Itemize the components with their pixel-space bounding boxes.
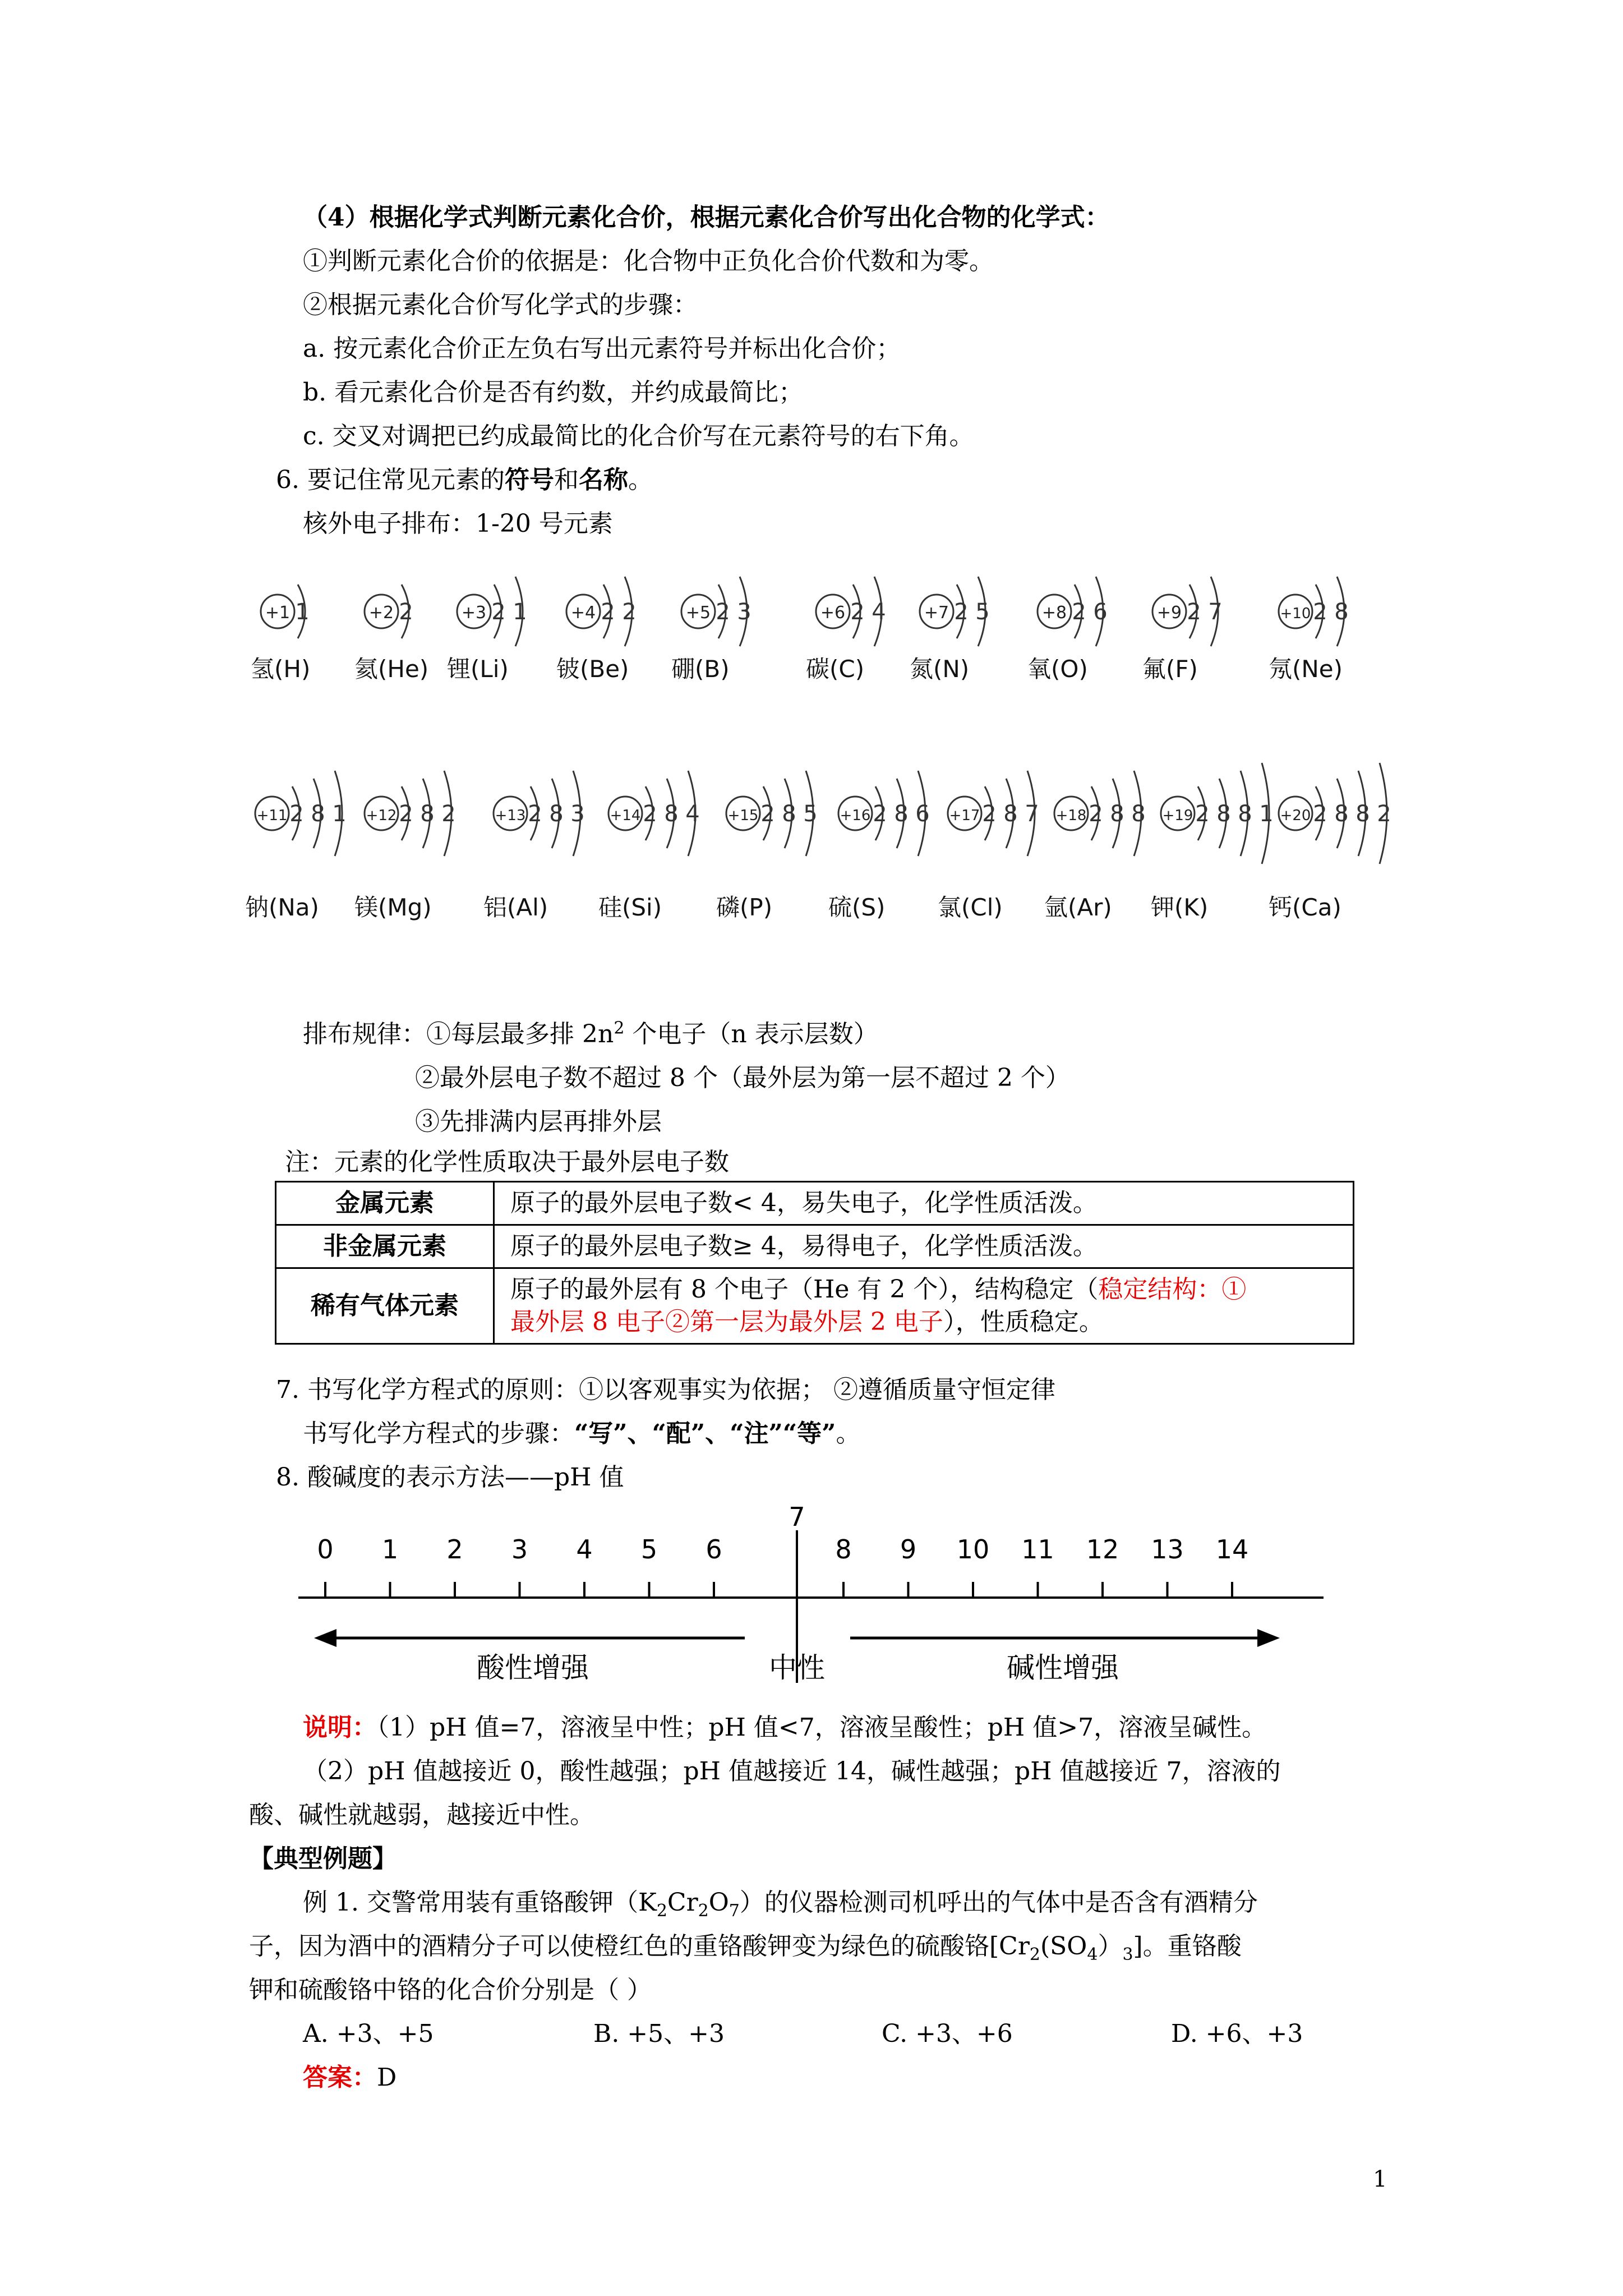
element-name: 碳(C) bbox=[806, 655, 865, 683]
shell-electron-count: 4 bbox=[685, 801, 700, 827]
ph-tick-label: 13 bbox=[1151, 1534, 1184, 1565]
shell-electron-count: 8 bbox=[420, 801, 435, 827]
shell-electron-count: 1 bbox=[1259, 801, 1274, 827]
option-c: C. +3、+6 bbox=[882, 2019, 1013, 2048]
shell-electron-count: 2 bbox=[491, 599, 506, 625]
neutral-label: 中性 bbox=[769, 1651, 825, 1684]
ph-tick-label: 2 bbox=[446, 1534, 463, 1565]
section4-heading: （4）根据化学式判断元素化合价，根据元素化合价写出化合物的化学式： bbox=[303, 203, 1110, 232]
nucleus-charge: +20 bbox=[1280, 807, 1311, 824]
acid-label: 酸性增强 bbox=[477, 1651, 589, 1684]
ph-tick-label: 1 bbox=[381, 1534, 399, 1565]
shell-electron-count: 8 bbox=[664, 801, 679, 827]
nucleus-charge: +9 bbox=[1156, 603, 1182, 623]
element-name: 磷(P) bbox=[716, 894, 773, 921]
shell-electron-count: 2 bbox=[441, 801, 456, 827]
element-name: 氮(N) bbox=[910, 655, 970, 683]
shell-electron-count: 8 bbox=[311, 801, 325, 827]
rule-1: 排布规律：①每层最多排 $2n^2$ 个电子（n 表示层数） bbox=[303, 1018, 878, 1048]
element-name: 氖(Ne) bbox=[1269, 655, 1343, 683]
shell-electron-count: 4 bbox=[872, 599, 886, 625]
item6-subtitle: 核外电子排布：1-20 号元素 bbox=[303, 509, 613, 538]
shell-electron-count: 2 bbox=[399, 599, 413, 625]
nucleus-charge: +3 bbox=[461, 603, 487, 623]
nucleus-charge: +17 bbox=[949, 807, 980, 824]
shell-electron-count: 2 bbox=[643, 801, 657, 827]
answer-line: 答案：D bbox=[303, 2063, 397, 2092]
ph-tick-label: 8 bbox=[835, 1534, 852, 1565]
element-name: 铍(Be) bbox=[556, 655, 629, 683]
ph-tick-label: 4 bbox=[576, 1534, 593, 1565]
shell-electron-count: 6 bbox=[1093, 599, 1108, 625]
table-row bbox=[276, 1268, 1354, 1344]
element-name: 钙(Ca) bbox=[1269, 894, 1341, 921]
shell-electron-count: 5 bbox=[803, 801, 818, 827]
nucleus-charge: +11 bbox=[256, 807, 288, 824]
shell-electron-count: 8 bbox=[1334, 801, 1349, 827]
element-name: 氯(Cl) bbox=[938, 894, 1003, 921]
shell-electron-count: 2 bbox=[954, 599, 969, 625]
shell-electron-count: 2 bbox=[1072, 599, 1086, 625]
table-value-metal: 原子的最外层电子数< 4，易失电子，化学性质活泼。 bbox=[494, 1182, 1354, 1225]
shell-electron-count: 5 bbox=[975, 599, 990, 625]
shell-electron-count: 7 bbox=[1208, 599, 1223, 625]
shell-electron-count: 2 bbox=[1089, 801, 1103, 827]
acid-arrow-head bbox=[314, 1629, 336, 1647]
shell-electron-count: 2 bbox=[1195, 801, 1210, 827]
shell-electron-count: 2 bbox=[850, 599, 865, 625]
element-name: 硅(Si) bbox=[598, 894, 662, 921]
base-arrow-head bbox=[1257, 1629, 1280, 1647]
shell-electron-count: 8 bbox=[782, 801, 796, 827]
nucleus-charge: +7 bbox=[924, 603, 949, 623]
shell-electron-count: 8 bbox=[1216, 801, 1231, 827]
shell-electron-count: 3 bbox=[737, 599, 751, 625]
shell-electron-count: 2 bbox=[1313, 599, 1327, 625]
option-a: A. +3、+5 bbox=[303, 2019, 434, 2048]
shell-electron-count: 8 bbox=[1355, 801, 1370, 827]
nucleus-charge: +5 bbox=[685, 603, 711, 623]
shell-electron-count: 2 bbox=[873, 801, 887, 827]
example-heading: 【典型例题】 bbox=[249, 1844, 397, 1873]
nucleus-charge: +4 bbox=[570, 603, 596, 623]
element-name: 硼(B) bbox=[671, 655, 730, 683]
shell-electron-count: 8 bbox=[1110, 801, 1124, 827]
item7-line1: 7. 书写化学方程式的原则：①以客观事实为依据； ②遵循质量守恒定律 bbox=[276, 1375, 1055, 1404]
shell-electron-count: 2 bbox=[716, 599, 730, 625]
shell-electron-count: 1 bbox=[332, 801, 347, 827]
option-b: B. +5、+3 bbox=[593, 2019, 725, 2048]
atom-structure bbox=[1273, 763, 1430, 886]
element-name: 氩(Ar) bbox=[1044, 894, 1112, 921]
ph-tick-label: 0 bbox=[317, 1534, 334, 1565]
ph-tick-label: 10 bbox=[956, 1534, 990, 1565]
table-key-noble-gas: 稀有气体元素 bbox=[276, 1268, 494, 1344]
shell-electron-count: 2 bbox=[982, 801, 997, 827]
nucleus-charge: +16 bbox=[840, 807, 871, 824]
nucleus-charge: +8 bbox=[1041, 603, 1067, 623]
ph-ticks bbox=[317, 1502, 1248, 1598]
section4-item2: ②根据元素化合价写化学式的步骤： bbox=[303, 291, 698, 319]
shell-electron-count: 7 bbox=[1025, 801, 1039, 827]
explanation-2b: 酸、碱性就越弱，越接近中性。 bbox=[249, 1801, 594, 1829]
ph-tick-label: 6 bbox=[706, 1534, 722, 1565]
shell-electron-count: 8 bbox=[1238, 801, 1252, 827]
rule-note: 注：元素的化学性质取决于最外层电子数 bbox=[285, 1148, 729, 1176]
shell-electron-count: 1 bbox=[513, 599, 527, 625]
shell-electron-count: 2 bbox=[1187, 599, 1201, 625]
shell-electron-count: 8 bbox=[894, 801, 909, 827]
rule-3: ③先排满内层再排外层 bbox=[415, 1107, 662, 1136]
element-name: 铝(Al) bbox=[483, 894, 548, 921]
ph-tick-label: 5 bbox=[640, 1534, 658, 1565]
nucleus-charge: +12 bbox=[366, 807, 397, 824]
element-name: 硫(S) bbox=[828, 894, 886, 921]
element-name: 氧(O) bbox=[1027, 655, 1088, 683]
shell-electron-count: 1 bbox=[295, 599, 310, 625]
element-name: 镁(Mg) bbox=[354, 894, 432, 921]
element-properties-table bbox=[275, 1181, 1354, 1345]
section4-step-c: c. 交叉对调把已约成最简比的化合价写在元素符号的右下角。 bbox=[303, 422, 974, 450]
example-line2: 子，因为酒中的酒精分子可以使橙红色的重铬酸钾变为绿色的硫酸铬$[Cr_2(SO_4)_3]$。重铬酸 bbox=[249, 1932, 1242, 1964]
nucleus-charge: +15 bbox=[727, 807, 759, 824]
table-key-nonmetal: 非金属元素 bbox=[276, 1225, 494, 1268]
shell-electron-count: 6 bbox=[915, 801, 930, 827]
ph-tick-label: 11 bbox=[1021, 1534, 1054, 1565]
table-row bbox=[276, 1182, 1354, 1225]
table-value-noble-gas: 原子的最外层有 8 个电子（He 有 2 个），结构稳定（稳定结构：① 最外层 8 电子②第一层为最外层 2 电子），性质稳定。 bbox=[494, 1268, 1354, 1344]
shell-electron-count: 2 bbox=[601, 599, 615, 625]
nucleus-charge: +19 bbox=[1162, 807, 1193, 824]
shell-electron-count: 2 bbox=[399, 801, 413, 827]
nucleus-charge: +10 bbox=[1280, 605, 1311, 622]
explanation-1: 说明：（1）pH 值=7，溶液呈中性；pH 值<7，溶液呈酸性；pH 值>7，溶液呈碱性。 bbox=[303, 1713, 1267, 1742]
section4-step-b: b. 看元素化合价是否有约数，并约成最简比； bbox=[303, 378, 804, 407]
page-number: 1 bbox=[1373, 2166, 1387, 2192]
shell-electron-count: 2 bbox=[1377, 801, 1391, 827]
section4-item1: ①判断元素化合价的依据是：化合物中正负化合价代数和为零。 bbox=[303, 247, 994, 275]
item8-title: 8. 酸碱度的表示方法——pH 值 bbox=[276, 1463, 624, 1492]
shell-electron-count: 8 bbox=[1003, 801, 1018, 827]
nucleus-charge: +6 bbox=[820, 603, 846, 623]
element-name: 氟(F) bbox=[1142, 655, 1198, 683]
shell-electron-count: 8 bbox=[549, 801, 564, 827]
element-name: 钾(K) bbox=[1151, 894, 1209, 921]
item6-line: 6. 要记住常见元素的符号和名称。 bbox=[276, 466, 653, 494]
shell-electron-count: 2 bbox=[760, 801, 775, 827]
nucleus-charge: +13 bbox=[495, 807, 526, 824]
ph-tick-label: 12 bbox=[1086, 1534, 1119, 1565]
ph-tick-label: 7 bbox=[789, 1502, 805, 1532]
example-line1: 例 1. 交警常用装有重铬酸钾$(K_2Cr_2O_7)$的仪器检测司机呼出的气体中是否含有酒精分 bbox=[303, 1888, 1258, 1921]
shell-electron-count: 3 bbox=[570, 801, 585, 827]
element-name: 锂(Li) bbox=[447, 655, 509, 683]
nucleus-charge: +2 bbox=[368, 603, 394, 623]
option-d: D. +6、+3 bbox=[1171, 2019, 1303, 2048]
nucleus-charge: +1 bbox=[265, 603, 291, 623]
element-name: 氢(H) bbox=[251, 655, 311, 683]
base-label: 碱性增强 bbox=[1007, 1651, 1119, 1684]
ph-tick-label: 14 bbox=[1215, 1534, 1249, 1565]
shell-electron-count: 8 bbox=[1131, 801, 1146, 827]
ph-scale bbox=[280, 1498, 1346, 1700]
explanation-2a: （2）pH 值越接近 0，酸性越强；pH 值越接近 14，碱性越强；pH 值越接近 7，溶液的 bbox=[303, 1757, 1281, 1786]
nucleus-charge: +18 bbox=[1055, 807, 1087, 824]
ph-tick-label: 9 bbox=[900, 1534, 917, 1565]
element-name: 钠(Na) bbox=[245, 894, 319, 921]
rule-2: ②最外层电子数不超过 8 个（最外层为第一层不超过 2 个） bbox=[415, 1064, 1070, 1092]
element-name: 氦(He) bbox=[354, 655, 429, 683]
table-row bbox=[276, 1225, 1354, 1268]
example-line3: 钾和硫酸铬中铬的化合价分别是（ ） bbox=[249, 1976, 652, 2004]
ph-tick-label: 3 bbox=[511, 1534, 528, 1565]
shell-electron-count: 2 bbox=[289, 801, 304, 827]
shell-electron-count: 2 bbox=[622, 599, 637, 625]
nucleus-charge: +14 bbox=[610, 807, 641, 824]
shell-electron-count: 2 bbox=[528, 801, 542, 827]
table-key-metal: 金属元素 bbox=[276, 1182, 494, 1225]
table-value-nonmetal: 原子的最外层电子数≥ 4，易得电子，化学性质活泼。 bbox=[494, 1225, 1354, 1268]
shell-electron-count: 2 bbox=[1313, 801, 1327, 827]
section4-step-a: a. 按元素化合价正左负右写出元素符号并标出化合价； bbox=[303, 334, 901, 363]
item7-line2: 书写化学方程式的步骤：“写”、“配”、“注”“等”。 bbox=[303, 1419, 861, 1448]
shell-electron-count: 8 bbox=[1334, 599, 1349, 625]
